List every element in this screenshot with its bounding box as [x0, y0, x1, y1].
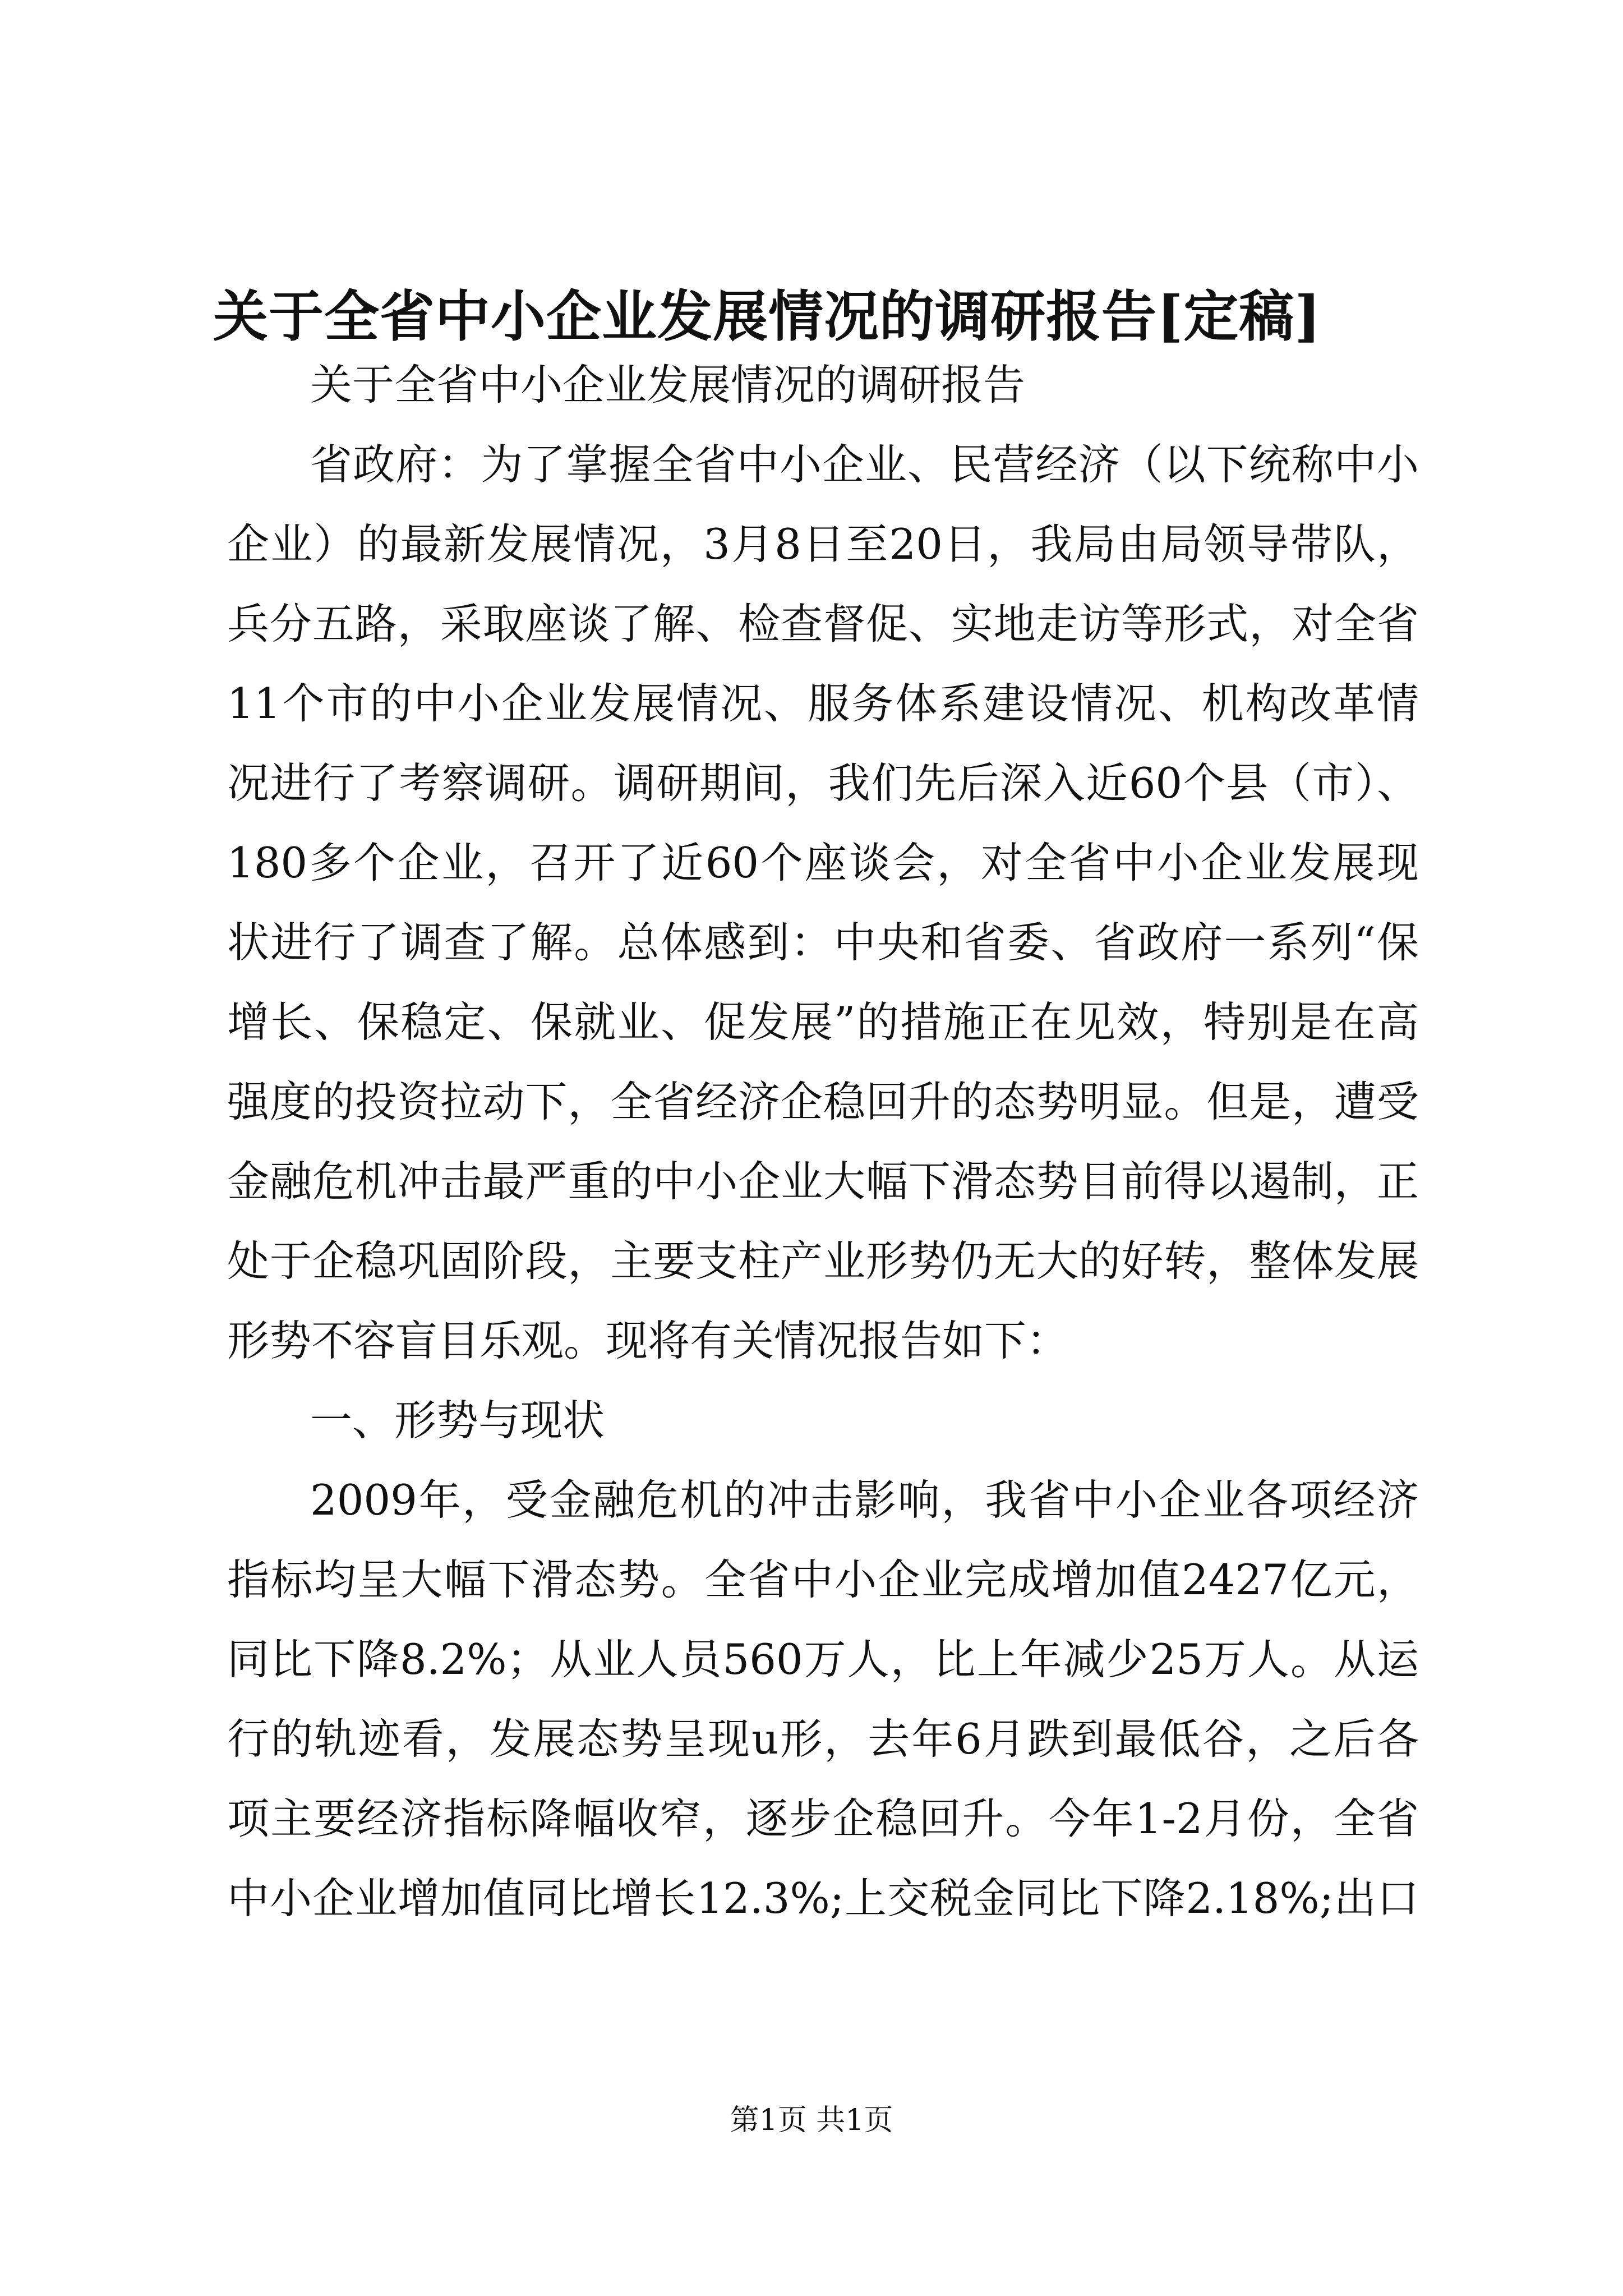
paragraph-line: 兵分五路，采取座谈了解、检查督促、实地走访等形式，对全省 [227, 599, 1419, 648]
paragraph-line: 指标均呈大幅下滑态势。全省中小企业完成增加值2427亿元， [227, 1555, 1419, 1604]
paragraph-line: 处于企稳巩固阶段，主要支柱产业形势仍无大的好转，整体发展 [227, 1236, 1419, 1286]
paragraph-line: 11个市的中小企业发展情况、服务体系建设情况、机构改革情 [227, 679, 1419, 728]
paragraph-line: 增长、保稳定、保就业、促发展”的措施正在见效，特别是在高 [227, 997, 1419, 1047]
paragraph-line: 企业）的最新发展情况，3月8日至20日，我局由局领导带队， [227, 519, 1419, 569]
page-number-footer: 第1页 共1页 [730, 2104, 893, 2137]
paragraph-line: 180多个企业，召开了近60个座谈会，对全省中小企业发展现 [227, 838, 1419, 887]
paragraph-line: 中小企业增加值同比增长12.3%;上交税金同比下降2.18%;出口 [227, 1874, 1419, 1923]
paragraph-line: 况进行了考察调研。调研期间，我们先后深入近60个县（市）、 [227, 758, 1419, 808]
document-body [227, 345, 1419, 1938]
paragraph-line: 2009年，受金融危机的冲击影响，我省中小企业各项经济 [310, 1475, 1419, 1525]
paragraph-line: 项主要经济指标降幅收窄，逐步企稳回升。今年1-2月份，全省 [227, 1794, 1419, 1843]
paragraph-line: 金融危机冲击最严重的中小企业大幅下滑态势目前得以遏制，正 [227, 1157, 1419, 1206]
section-heading: 一、形势与现状 [310, 1396, 605, 1445]
paragraph-line: 行的轨迹看，发展态势呈现u形，去年6月跌到最低谷，之后各 [227, 1714, 1419, 1764]
paragraph-line: 同比下降8.2%；从业人员560万人，比上年减少25万人。从运 [227, 1635, 1419, 1684]
document-title: 关于全省中小企业发展情况的调研报告[定稿] [213, 284, 1321, 349]
paragraph-line: 省政府：为了掌握全省中小企业、民营经济（以下统称中小 [310, 440, 1419, 489]
subtitle-line: 关于全省中小企业发展情况的调研报告 [310, 360, 1026, 409]
paragraph-line: 形势不容盲目乐观。现将有关情况报告如下： [227, 1316, 1069, 1365]
paragraph-line: 强度的投资拉动下，全省经济企稳回升的态势明显。但是，遭受 [227, 1077, 1419, 1126]
paragraph-line: 状进行了调查了解。总体感到：中央和省委、省政府一系列“保 [227, 918, 1419, 967]
